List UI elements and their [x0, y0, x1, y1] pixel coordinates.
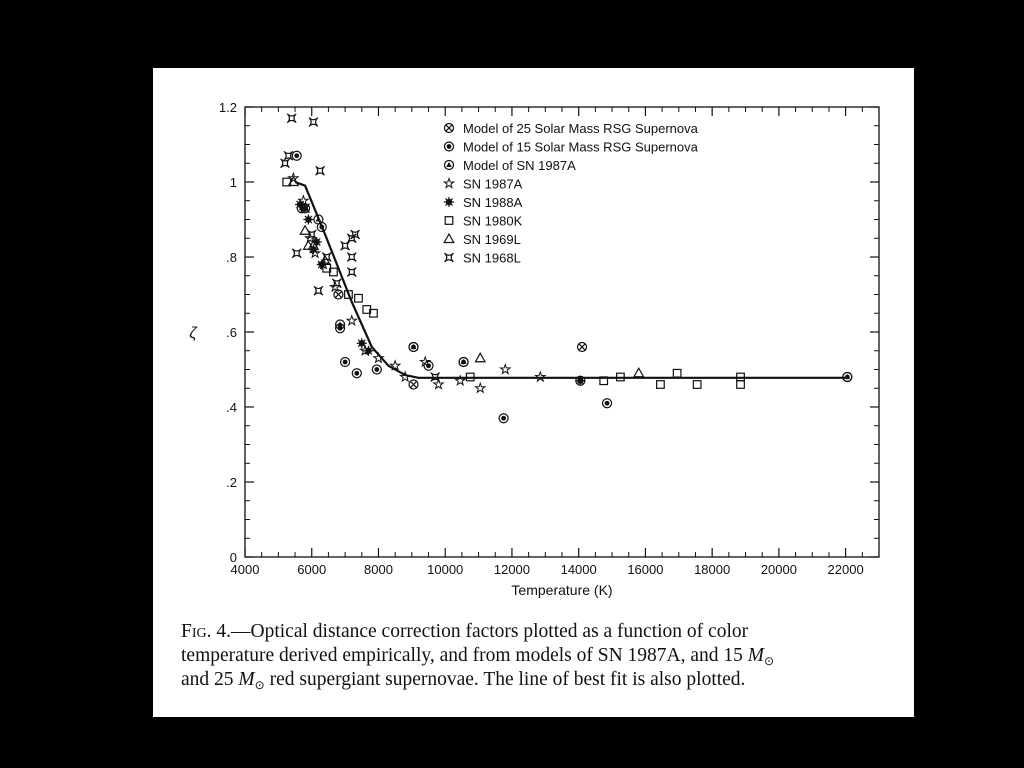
x-tick-label: 10000 — [427, 562, 464, 577]
data-point-circle-dot — [499, 414, 508, 423]
data-point-star — [501, 365, 511, 374]
data-point-fourstar — [316, 166, 325, 175]
x-tick-label: 4000 — [230, 562, 260, 577]
x-tick-label: 12000 — [493, 562, 531, 577]
plot-frame — [245, 107, 879, 557]
data-point-fourstar — [284, 151, 293, 160]
data-point-star — [347, 316, 357, 325]
data-point-fourstar — [292, 249, 301, 258]
y-tick-label: .8 — [226, 250, 237, 265]
data-point-circle-dot — [372, 365, 381, 374]
data-point-circle-dot — [352, 369, 361, 378]
legend-marker-fourstar — [445, 253, 454, 262]
data-point-circle-x — [409, 380, 418, 389]
x-axis-label: Temperature (K) — [511, 582, 613, 598]
data-point-fourstar — [281, 159, 290, 168]
data-point-fourstar — [347, 268, 356, 277]
data-point-circle-dot — [603, 399, 612, 408]
data-point-fourstar — [309, 118, 318, 127]
x-tick-label: 14000 — [560, 562, 597, 577]
legend-marker-square — [445, 217, 453, 225]
data-point-triangle — [475, 353, 485, 362]
legend-label: SN 1987A — [463, 176, 523, 192]
legend-label: SN 1988A — [463, 195, 523, 210]
legend-label: Model of SN 1987A — [463, 158, 576, 173]
legend-marker-triangle — [444, 234, 454, 243]
y-tick-label: 0 — [229, 550, 237, 565]
data-point-star — [475, 383, 485, 392]
legend-marker-circle-x — [445, 124, 454, 133]
caption-text-3b: red supergiant supernovae. The line of best fit is also plotted. — [264, 669, 746, 690]
caption-line-1 — [181, 621, 901, 643]
data-point-circle-dot — [292, 151, 301, 160]
axis-ticks — [245, 107, 879, 557]
best-fit-curve — [295, 182, 846, 378]
legend-marker-star — [444, 179, 454, 188]
x-tick-label: 8000 — [364, 562, 393, 577]
legend — [444, 121, 699, 266]
data-point-circle-x — [578, 343, 587, 352]
y-tick-label: 1.2 — [218, 100, 237, 115]
data-point-square — [737, 381, 745, 389]
y-tick-label: 1 — [229, 175, 237, 190]
x-tick-label: 6000 — [297, 562, 327, 577]
legend-label: Model of 25 Solar Mass RSG Supernova — [463, 121, 698, 136]
figure-card — [153, 68, 914, 717]
data-point-circle-tri — [409, 343, 418, 352]
x-tick-label: 18000 — [694, 562, 731, 577]
caption-mass-symbol-1: M — [747, 645, 765, 666]
data-point-fourstar — [347, 253, 356, 262]
data-point-triangle — [300, 226, 310, 235]
caption-line-3 — [181, 669, 901, 696]
data-point-fourstar — [287, 114, 296, 123]
x-tick-label: 22000 — [827, 562, 864, 577]
legend-marker-burst — [444, 197, 454, 207]
caption-sun-symbol-2: ⊙ — [254, 678, 265, 692]
y-tick-label: .2 — [226, 475, 237, 490]
caption-text-2: temperature derived empirically, and from models of SN 1987A, and 15 — [181, 645, 748, 666]
legend-label: SN 1968L — [463, 250, 521, 266]
legend-label: SN 1969L — [463, 232, 521, 247]
y-tick-label: .6 — [226, 325, 237, 340]
y-axis-label: ζ — [189, 325, 197, 342]
legend-label: SN 1980K — [463, 213, 523, 229]
data-point-burst — [303, 215, 313, 225]
caption-figure-label: Fig. 4. — [181, 621, 231, 642]
data-point-fourstar — [332, 279, 341, 288]
best-fit-line — [295, 182, 846, 378]
data-point-burst — [295, 200, 305, 210]
legend-marker-circle-tri — [445, 161, 454, 170]
data-point-star — [536, 372, 546, 381]
data-point-circle-dot — [341, 358, 350, 367]
caption-text-1: —Optical distance correction factors plotted as a function of color — [231, 621, 749, 642]
caption-line-2 — [181, 645, 901, 672]
legend-marker-circle-dot — [445, 142, 454, 151]
data-point-circle-tri — [459, 358, 468, 367]
data-point-fourstar — [314, 286, 323, 295]
legend-label: Model of 15 Solar Mass RSG Supernova — [463, 139, 698, 155]
caption-mass-symbol-2: M — [238, 669, 255, 690]
data-point-square — [657, 381, 665, 389]
data-point-square — [673, 369, 681, 377]
y-tick-label: .4 — [226, 400, 237, 415]
data-point-fourstar — [322, 253, 331, 262]
caption-text-3a: and 25 — [181, 669, 239, 690]
data-point-square — [355, 294, 363, 302]
x-tick-label: 16000 — [627, 562, 664, 577]
x-tick-label: 20000 — [760, 562, 797, 577]
caption-sun-symbol-1: ⊙ — [764, 654, 775, 668]
data-point-burst — [357, 338, 367, 348]
data-point-triangle — [634, 368, 644, 377]
scatter-chart — [153, 68, 914, 628]
data-point-square — [693, 381, 701, 389]
